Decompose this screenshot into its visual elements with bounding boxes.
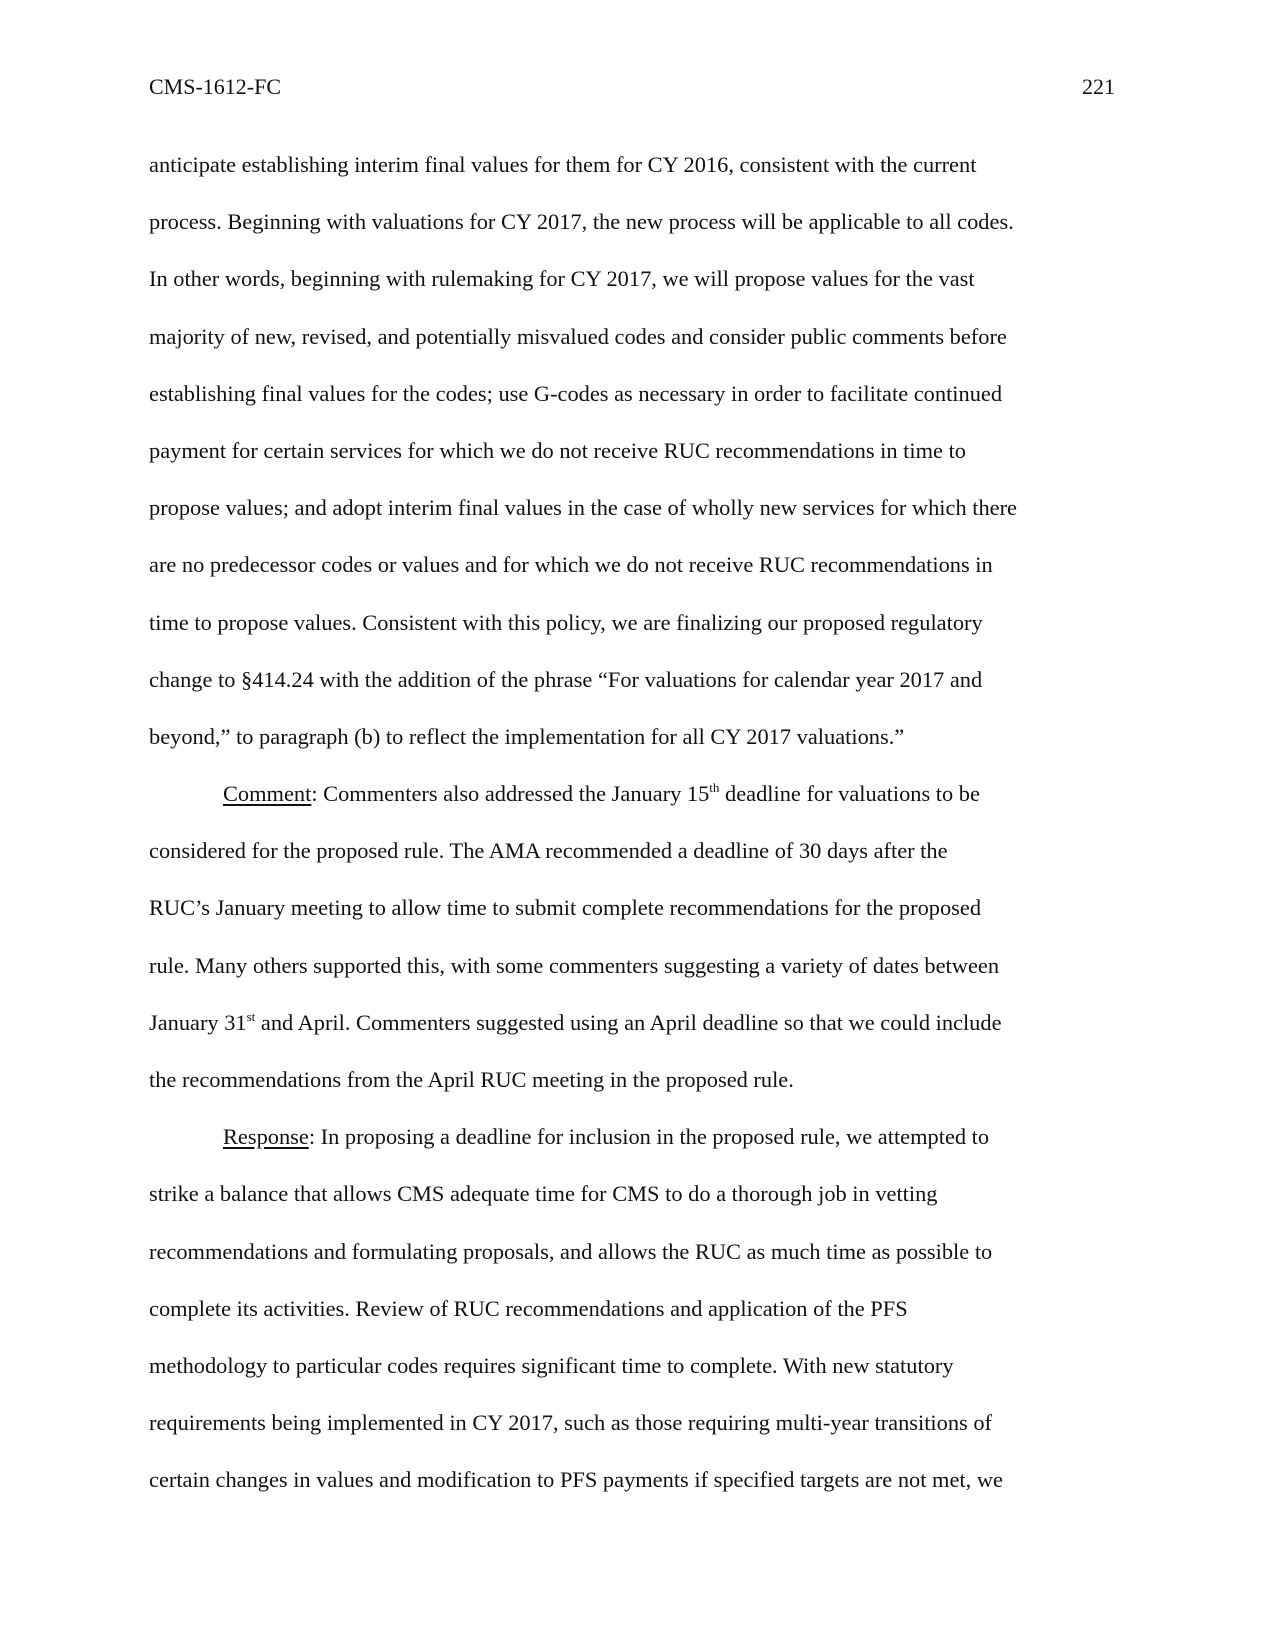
page-number: 221: [1082, 74, 1115, 99]
text-line: methodology to particular codes requires significant time to complete. With new statutory: [149, 1352, 954, 1378]
text-line: propose values; and adopt interim final values in the case of wholly new services for which there: [149, 495, 1017, 521]
text-line: RUC’s January meeting to allow time to submit complete recommendations for the proposed: [149, 895, 982, 921]
text-line: anticipate establishing interim final values for them for CY 2016, consistent with the current: [149, 152, 977, 177]
text-line: the recommendations from the April RUC meeting in the proposed rule.: [149, 1067, 794, 1092]
response-label: Response: [223, 1124, 309, 1150]
text-line: [149, 994, 1115, 1051]
text-line: majority of new, revised, and potentially misvalued codes and consider public comments before: [149, 323, 1007, 349]
text-line: strike a balance that allows CMS adequate time for CMS to do a thorough job in vetting: [149, 1181, 938, 1207]
ordinal-suffix: th: [709, 780, 720, 796]
text-line: rule. Many others supported this, with some commenters suggesting a variety of dates between: [149, 952, 1000, 978]
text-line: are no predecessor codes or values and for which we do not receive RUC recommendations in: [149, 552, 993, 578]
document-id: CMS-1612-FC: [149, 74, 282, 99]
ordinal-suffix: st: [246, 1008, 256, 1024]
document-body: [149, 136, 1115, 1509]
text-line: considered for the proposed rule. The AMA recommended a deadline of 30 days after the: [149, 838, 948, 864]
text-line: certain changes in values and modification to PFS payments if specified targets are not met, we: [149, 1467, 1003, 1493]
text-segment: deadline for valuations to be: [719, 781, 980, 807]
text-line: time to propose values. Consistent with this policy, we are finalizing our proposed regulatory: [149, 609, 983, 635]
text-segment: and April. Commenters suggested using an April deadline so that we could include: [255, 1009, 1002, 1035]
text-line: [149, 765, 1115, 822]
text-line: [149, 1108, 1115, 1165]
text-line: requirements being implemented in CY 2017, such as those requiring multi-year transitions of: [149, 1410, 992, 1436]
text-line: payment for certain services for which we do not receive RUC recommendations in time to: [149, 437, 966, 463]
text-segment: January 31: [149, 1009, 247, 1035]
comment-label: Comment: [223, 781, 312, 807]
text-line: establishing final values for the codes; use G-codes as necessary in order to facilitate continued: [149, 380, 1003, 406]
response-paragraph: [149, 1108, 1115, 1508]
text-line: In other words, beginning with rulemaking for CY 2017, we will propose values for the vast: [149, 266, 975, 292]
page-header: [149, 72, 1115, 102]
text-segment: : In proposing a deadline for inclusion in the proposed rule, we attempted to: [308, 1124, 990, 1150]
text-segment: : Commenters also addressed the January 15: [311, 781, 710, 807]
text-line: process. Beginning with valuations for CY 2017, the new process will be applicable to all codes.: [149, 209, 1014, 235]
comment-paragraph: [149, 765, 1115, 1108]
text-line: beyond,” to paragraph (b) to reflect the implementation for all CY 2017 valuations.”: [149, 723, 905, 749]
text-line: complete its activities. Review of RUC recommendations and application of the PFS: [149, 1295, 908, 1321]
text-line: change to §414.24 with the addition of the phrase “For valuations for calendar year 2017 and: [149, 666, 983, 692]
text-line: recommendations and formulating proposals, and allows the RUC as much time as possible to: [149, 1238, 993, 1264]
paragraph-1: [149, 136, 1115, 765]
